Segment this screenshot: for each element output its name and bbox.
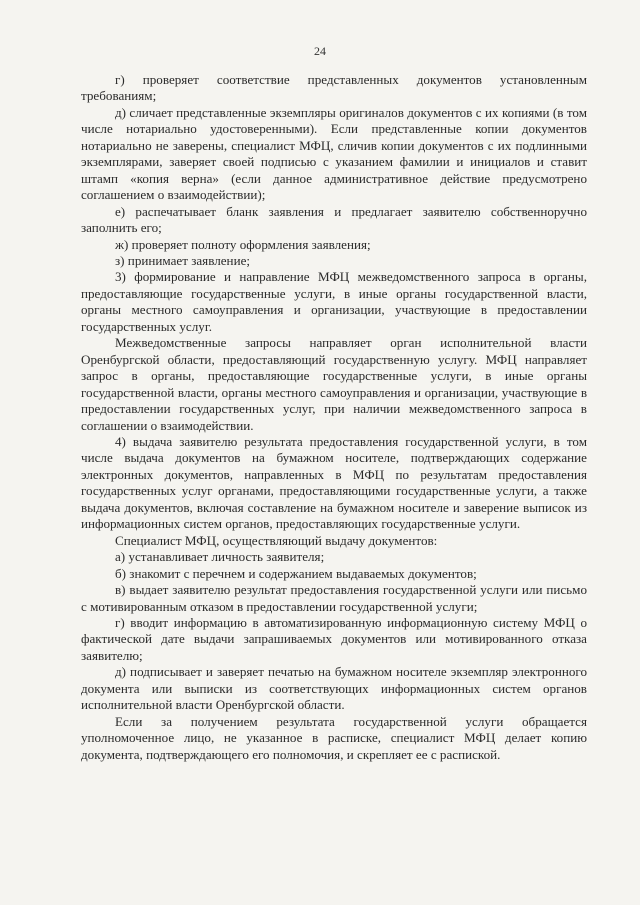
paragraph-interagency-requests: Межведомственные запросы направляет орган исполнительной власти Оренбургской области, предоставляющий государственную услугу. МФЦ направляет запрос в органы, предоставляющие государственные услуги, в иные органы государственной власти, органы местного самоуправления и организации, участвующие в предоставлении государственных услуг, при наличии межведомственного запроса в соглашении о взаимодействии. [81, 335, 587, 433]
paragraph-item-zh-check: ж) проверяет полноту оформления заявления; [115, 236, 371, 252]
paragraph-item-e-print: е) распечатывает бланк заявления и предлагает заявителю собственноручно заполнить его; [81, 203, 587, 236]
paragraph-item-b-familiarize: б) знакомит с перечнем и содержанием выдаваемых документов; [115, 565, 477, 581]
paragraph-item-v-issue: в) выдает заявителю результат предоставления государственной услуги или письмо с мотивированным отказом в предоставлении государственной услуги; [81, 582, 587, 614]
paragraph-specialist-intro: Специалист МФЦ, осуществляющий выдачу документов: [115, 532, 438, 548]
page-number: 24 [314, 44, 326, 58]
paragraph-item-z-accept: з) принимает заявление; [115, 252, 251, 268]
paragraph-item-a-identity: а) устанавливает личность заявителя; [115, 549, 325, 565]
paragraph-item-d-compare: д) сличает представленные экземпляры оригиналов документов с их копиями (в том числе нотариально удостоверенными). Если представленные копии документов нотариально не заверены, специалист МФЦ, сличив копии документов с их подлинными экземплярами, заверяет своей подписью с указанием фамилии и инициалов и ставит штамп «копия верна» (если данное административное действие предусмотрено соглашением о взаимодействии); [81, 104, 587, 203]
paragraph-authorized-person: Если за получением результата государственной услуги обращается уполномоченное лицо, не указанное в расписке, специалист МФЦ делает копию документа, подтверждающего его полномочия, и скрепляет ее с распиской. [81, 713, 587, 762]
paragraph-section-4: 4) выдача заявителю результата предоставления государственной услуги, в том числе выдача документов на бумажном носителе, подтверждающих содержание электронных документов, направленных в МФЦ по результатам предоставления государственных услуг органами, предоставляющими государственные услуги, а также выдача документов, включая составление на бумажном носителе и заверение выписок из информационных систем органов, предоставляющих государственные услуги. [81, 433, 587, 532]
document-body [81, 72, 587, 763]
paragraph-section-3: 3) формирование и направление МФЦ межведомственного запроса в органы, предоставляющие государственные услуги, в иные органы государственной власти, органы местного самоуправления и организации, участвующие в предоставлении государственных услуг. [81, 269, 587, 334]
paragraph-item-g-enter: г) вводит информацию в автоматизированную информационную систему МФЦ о фактической дате выдачи запрашиваемых документов или мотивированного отказа заявителю; [81, 614, 587, 663]
paragraph-item-d-sign: д) подписывает и заверяет печатью на бумажном носителе экземпляр электронного документа или выписки из соответствующих информационных систем органов исполнительной власти Оренбургской области. [81, 664, 587, 713]
paragraph-item-g-verify: г) проверяет соответствие представленных документов установленным требованиям; [81, 72, 587, 104]
